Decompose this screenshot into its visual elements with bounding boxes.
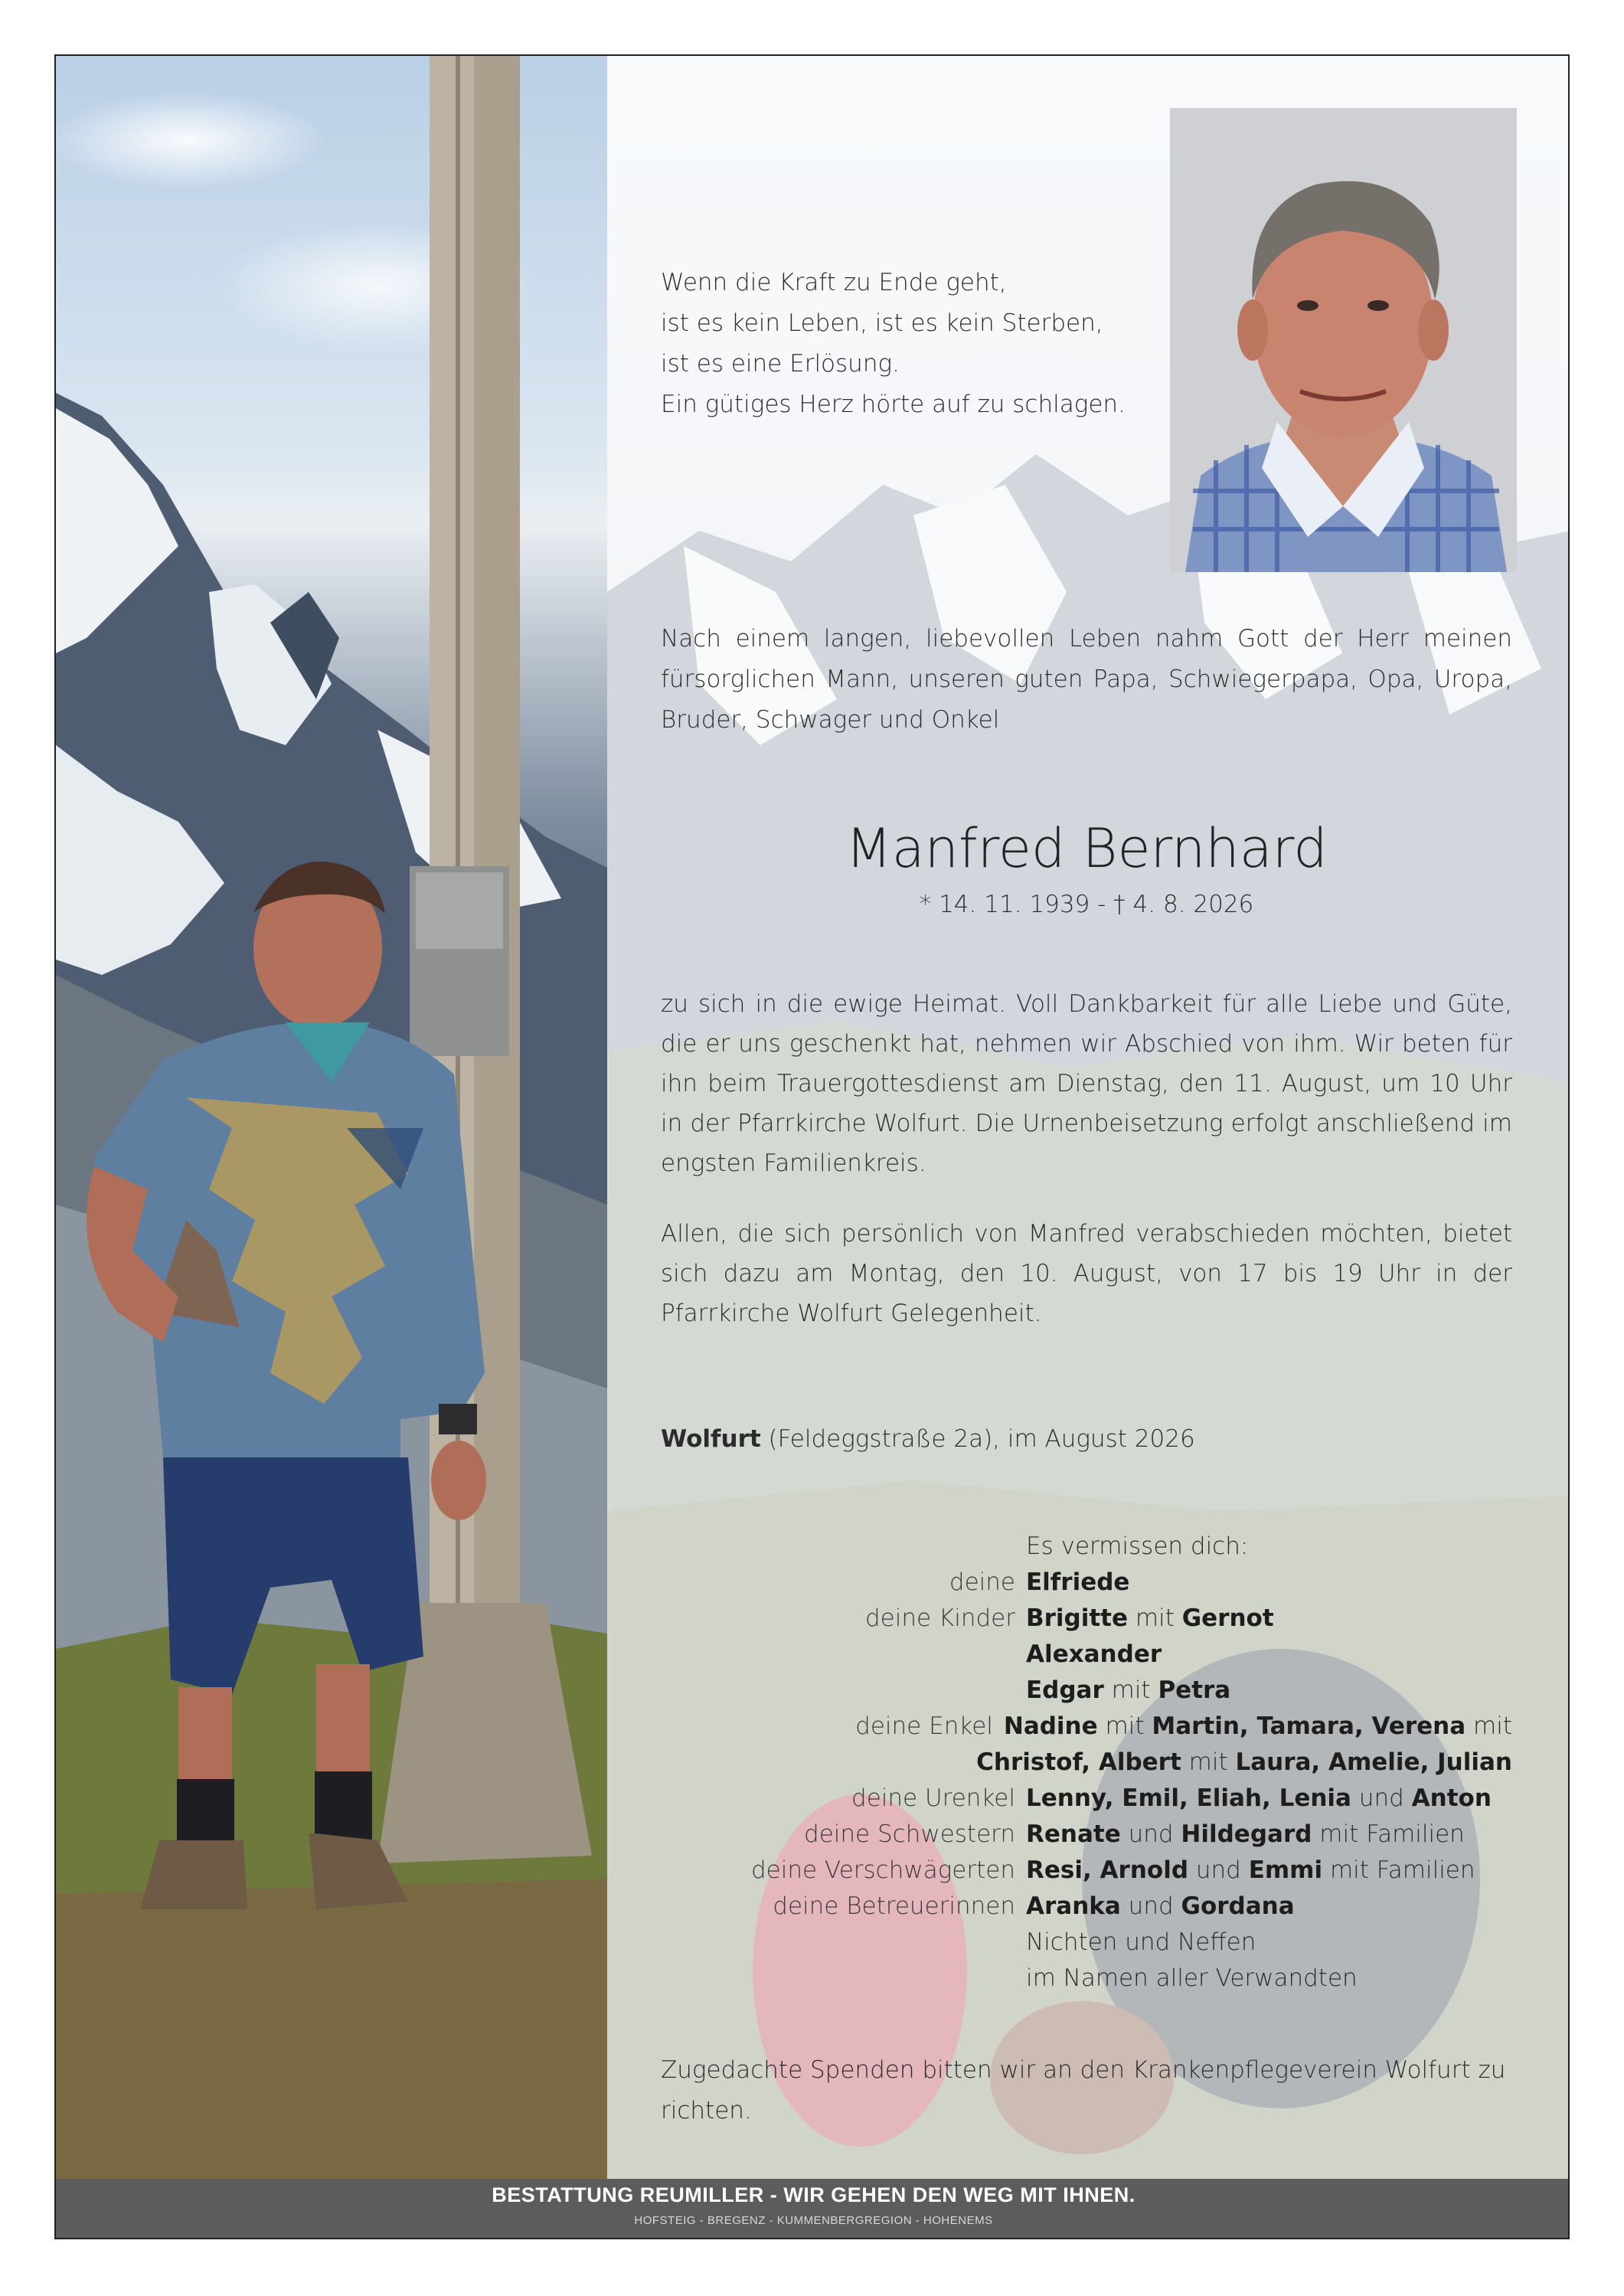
mourner-name: Lenny, Emil, Eliah, Lenia — [1026, 1784, 1351, 1812]
mourner-row — [661, 1709, 1512, 1745]
mourner-name: Anton — [1411, 1784, 1492, 1812]
mourner-relation: deine Betreuerinnen — [773, 1892, 1015, 1920]
mourner-row — [661, 1889, 1512, 1925]
obituary-card — [54, 54, 1570, 2239]
mourner-name: Edgar — [1026, 1676, 1104, 1704]
poem-line: ist es eine Erlösung. — [661, 350, 900, 378]
mourner-names — [1026, 1637, 1512, 1673]
footer-locations: HOFSTEIG - BREGENZ - KUMMENBERGREGION - HOHENEMS — [634, 2214, 993, 2227]
mourner-names — [1026, 1853, 1512, 1889]
mourner-relation: deine — [949, 1568, 1015, 1596]
mourner-name: Aranka — [1026, 1892, 1121, 1920]
mourner-names — [1004, 1709, 1512, 1745]
life-dates: * 14. 11. 1939 - † 4. 8. 2026 — [919, 891, 1254, 918]
mourner-relation: deine Enkel — [855, 1712, 993, 1740]
mourner-name: Gernot — [1181, 1604, 1274, 1632]
mourner-name: Laura, Amelie, Julian — [1235, 1748, 1512, 1776]
mourner-connector: und — [1120, 1892, 1181, 1920]
mourner-relation: deine Kinder — [864, 1604, 1015, 1632]
mourner-name: Gordana — [1181, 1892, 1295, 1920]
mourner-row — [661, 1601, 1512, 1637]
mourner-relation — [661, 1961, 1026, 1997]
mourners-heading: Es vermissen dich: — [1026, 1532, 1249, 1560]
mourner-connector: mit Familien — [1322, 1856, 1475, 1884]
mourner-name: Brigitte — [1026, 1604, 1129, 1632]
mourner-row — [661, 1817, 1512, 1853]
mourner-name: Martin, Tamara, Verena — [1152, 1712, 1466, 1740]
mourner-connector: und — [1120, 1820, 1181, 1848]
mourner-relation: deine Schwestern — [804, 1820, 1015, 1848]
mourner-connector: Nichten und Neffen — [1026, 1928, 1256, 1956]
mourner-connector: mit — [1097, 1712, 1152, 1740]
mourner-row — [661, 1961, 1512, 1997]
poem-line: Wenn die Kraft zu Ende geht, — [661, 269, 1007, 296]
mourner-names — [1026, 1565, 1512, 1601]
place-and-date — [661, 1419, 1512, 1459]
mourner-names — [976, 1745, 1512, 1781]
mourner-relation — [661, 1925, 1026, 1961]
mourner-row — [661, 1925, 1512, 1961]
mourner-name: Elfriede — [1026, 1568, 1130, 1596]
mourner-row — [661, 1637, 1512, 1673]
mourner-names — [1026, 1601, 1512, 1637]
footer-bar — [56, 2179, 1570, 2239]
farewell-paragraph: Allen, die sich persönlich von Manfred verabschieden möchten, bietet sich dazu am Montag, den 10. August, von 17 bis 19 Uhr in der Pfarrkirche Wolfurt Gelegenheit. — [661, 1220, 1512, 1327]
mourners-list — [661, 1529, 1512, 1997]
mourner-names — [1026, 1889, 1512, 1925]
mourner-name: Alexander — [1026, 1640, 1162, 1668]
deceased-name: Manfred Bernhard — [845, 817, 1328, 880]
mourner-row — [661, 1745, 1512, 1781]
footer-slogan: BESTATTUNG REUMILLER - WIR GEHEN DEN WEG MIT IHNEN. — [492, 2183, 1135, 2206]
mourner-names — [1026, 1781, 1512, 1817]
poem-line: Ein gütiges Herz hörte auf zu schlagen. — [661, 391, 1126, 418]
mourner-names — [1026, 1673, 1512, 1709]
summit-photo — [56, 56, 607, 2179]
mourner-names — [1026, 1925, 1512, 1961]
mourner-row — [661, 1853, 1512, 1889]
mourner-name: Christof, Albert — [976, 1748, 1181, 1776]
mourner-relation: deine Verschwägerten — [750, 1856, 1015, 1884]
mourner-relation — [661, 1637, 1026, 1673]
place-town: Wolfurt — [661, 1425, 761, 1453]
mourner-names — [1026, 1961, 1512, 1997]
mourner-connector: mit Familien — [1312, 1820, 1465, 1848]
mourner-connector: mit — [1466, 1712, 1512, 1740]
intro-text: Nach einem langen, liebevollen Leben nahm Gott der Herr meinen fürsorglichen Mann, unseren guten Papa, Schwiegerpapa, Opa, Uropa, Bruder, Schwager und Onkel — [661, 625, 1512, 734]
mourner-relation — [661, 1673, 1026, 1709]
mourner-name: Hildegard — [1181, 1820, 1312, 1848]
place-rest: (Feldeggstraße 2a), im August 2026 — [760, 1425, 1195, 1453]
mourner-connector: mit — [1128, 1604, 1182, 1632]
portrait-photo — [1170, 108, 1517, 572]
poem — [661, 263, 1158, 425]
mourner-connector: mit — [1103, 1676, 1158, 1704]
mourner-name: Renate — [1026, 1820, 1121, 1848]
poem-line: ist es kein Leben, ist es kein Sterben, — [661, 309, 1103, 337]
mourner-relation: deine Urenkel — [851, 1784, 1015, 1812]
mourner-connector: im Namen aller Verwandten — [1026, 1964, 1358, 1992]
mourner-name: Petra — [1158, 1676, 1231, 1704]
mourner-name: Emmi — [1248, 1856, 1323, 1884]
mourner-connector: und — [1351, 1784, 1412, 1812]
mourner-row — [661, 1781, 1512, 1817]
mourner-connector: und — [1188, 1856, 1249, 1884]
mourner-names — [1026, 1817, 1512, 1853]
mourners-heading-row — [661, 1529, 1512, 1565]
mourner-row — [661, 1673, 1512, 1709]
donation-note: Zugedachte Spenden bitten wir an den Krankenpflegeverein Wolfurt zu richten. — [661, 2056, 1506, 2124]
mourner-name: Nadine — [1003, 1712, 1098, 1740]
mourner-name: Resi, Arnold — [1026, 1856, 1189, 1884]
mourner-row — [661, 1565, 1512, 1601]
service-paragraph: zu sich in die ewige Heimat. Voll Dankbarkeit für alle Liebe und Güte, die er uns geschenkt hat, nehmen wir Abschied von ihm. Wir beten für ihn beim Trauergottesdienst am Dienstag, den 11. August, um 10 Uhr in der Pfarrkirche Wolfurt. Die Urnenbeisetzung erfolgt anschließend im engsten Familienkreis. — [661, 990, 1512, 1177]
mourner-relation — [661, 1745, 976, 1781]
mourner-connector: mit — [1181, 1748, 1236, 1776]
